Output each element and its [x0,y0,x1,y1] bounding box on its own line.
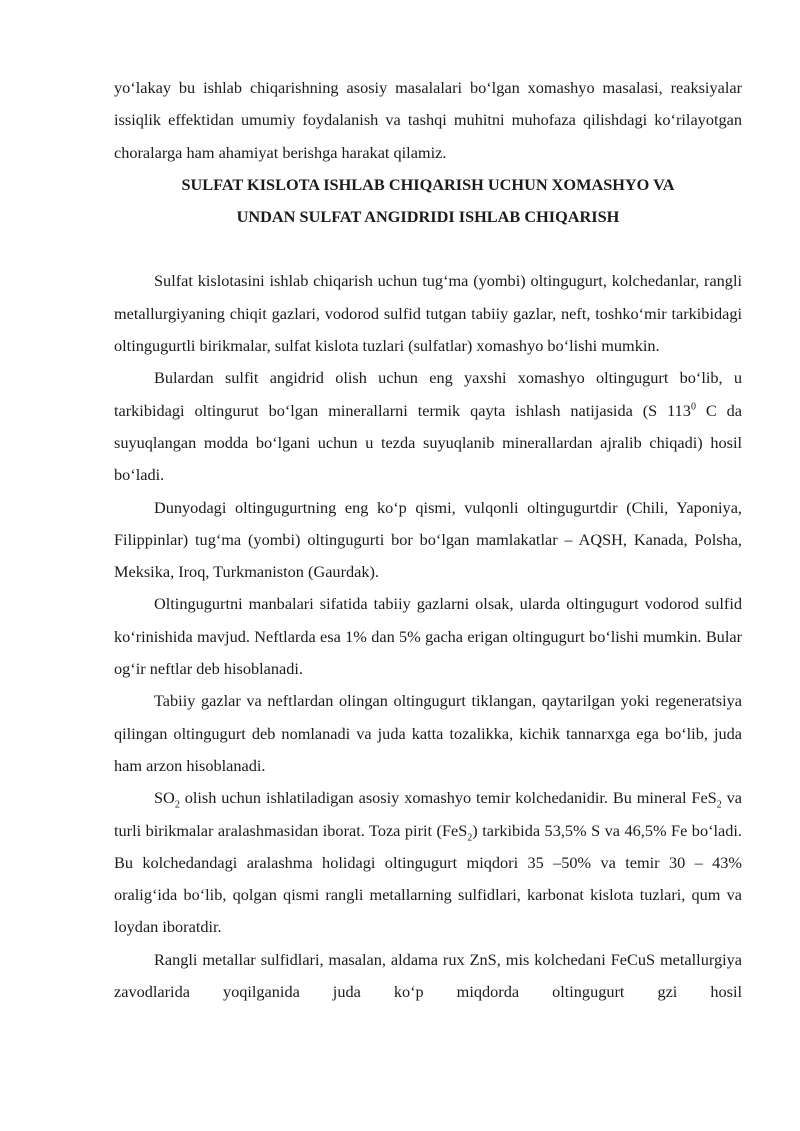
paragraph-natural-gas-sources: Oltingugurtni manbalari sifatida tabiiy gazlarni olsak, ularda oltingugurt vodorod sulfid koʻrinishida mavjud. Neftlarda esa 1% dan 5% gacha erigan oltingugurt boʻlishi mumkin. Bular ogʻir neftlar deb hisoblanadi. [114,594,742,679]
paragraph-text: ) tarkibida 53,5% S va 46,5% Fe boʻladi. Bu kolchedandagi aralashma holidagi oltingugurt miqdori 35 –50% va temir 30 – 43% oraligʻida boʻlib, qolgan qismi rangli metallarning sulfidlari, karbonat kislota tuzlari, qum va loydan iboratdir. [114,820,742,937]
paragraph-sulfur-best-source [114,362,742,491]
heading-spacer [114,233,742,265]
subscript-2: 2 [716,799,722,811]
section-heading-line-2: UNDAN SULFAT ANGIDRIDI ISHLAB CHIQARISH [236,207,620,227]
paragraph-regenerated-sulfur: Tabiiy gazlar va neftlardan olingan oltingugurt tiklangan, qaytarilgan yoki regeneratsiya qilingan oltingugurt deb nomlanadi va juda katta tozalikka, kichik tannarxga ega boʻlib, juda ham arzon hisoblanadi. [114,691,742,775]
paragraph-raw-materials: Sulfat kislotasini ishlab chiqarish uchun tugʻma (yombi) oltingugurt, kolchedanlar, rangli metallurgiyaning chiqit gazlari, vodorod sulfid tutgan tabiiy gazlar, neft, toshkoʻmir tarkibidagi oltingugurtli birikmalar, sulfat kislota tuzlari (sulfatlar) xomashyo boʻlishi mumkin. [114,271,742,356]
paragraph-metal-sulfides: Rangli metallar sulfidlari, masalan, aldama rux ZnS, mis kolchedani FeCuS metallurgiya zavodlarida yoqilganida juda koʻp miqdorda oltingugurt gzi hosil [114,949,742,1002]
intro-paragraph: yoʻlakay bu ishlab chiqarishning asosiy masalalari boʻlgan xomashyo masalasi, reaksiyalar issiqlik effektidan umumiy foydalanish va tashqi muhitni muhofaza qilishdagi koʻrilayotgan choralarga ham ahamiyat berishga harakat qilamiz. [114,78,742,162]
document-page [114,72,742,1008]
paragraph-iron-pyrite [114,782,742,943]
subscript-2: 2 [174,799,180,811]
paragraph-text: va turli birikmalar aralashmasidan iborat. Toza pirit (FeS [114,788,742,840]
section-heading-line-1: SULFAT KISLOTA ISHLAB CHIQARISH UCHUN XOMASHYO VA [181,174,675,194]
paragraph-text: olish uchun ishlatiladigan asosiy xomashyo temir kolchedanidir. Bu mineral FeS [179,788,717,808]
subscript-2: 2 [467,831,473,843]
paragraph-text: C da suyuqlangan modda boʻlgani uchun u tezda suyuqlanib minerallardan ajralib chiqadi) hosil boʻladi. [114,400,742,485]
superscript-degree: 0 [690,401,696,413]
paragraph-text: SO [154,788,175,808]
paragraph-text: Bulardan sulfit angidrid olish uchun eng yaxshi xomashyo oltingugurt boʻlib, u tarkibidagi oltingurut boʻlgan minerallarni termik qayta ishlash natijasida (S 113 [114,368,742,420]
paragraph-world-sulfur: Dunyodagi oltingugurtning eng koʻp qismi, vulqonli oltingugurtdir (Chili, Yaponiya, Filippinlar) tugʻma (yombi) oltingugurti bor boʻlgan mamlakatlar – AQSH, Kanada, Polsha, Meksika, Iroq, Turkmaniston (Gaurdak). [114,497,742,582]
